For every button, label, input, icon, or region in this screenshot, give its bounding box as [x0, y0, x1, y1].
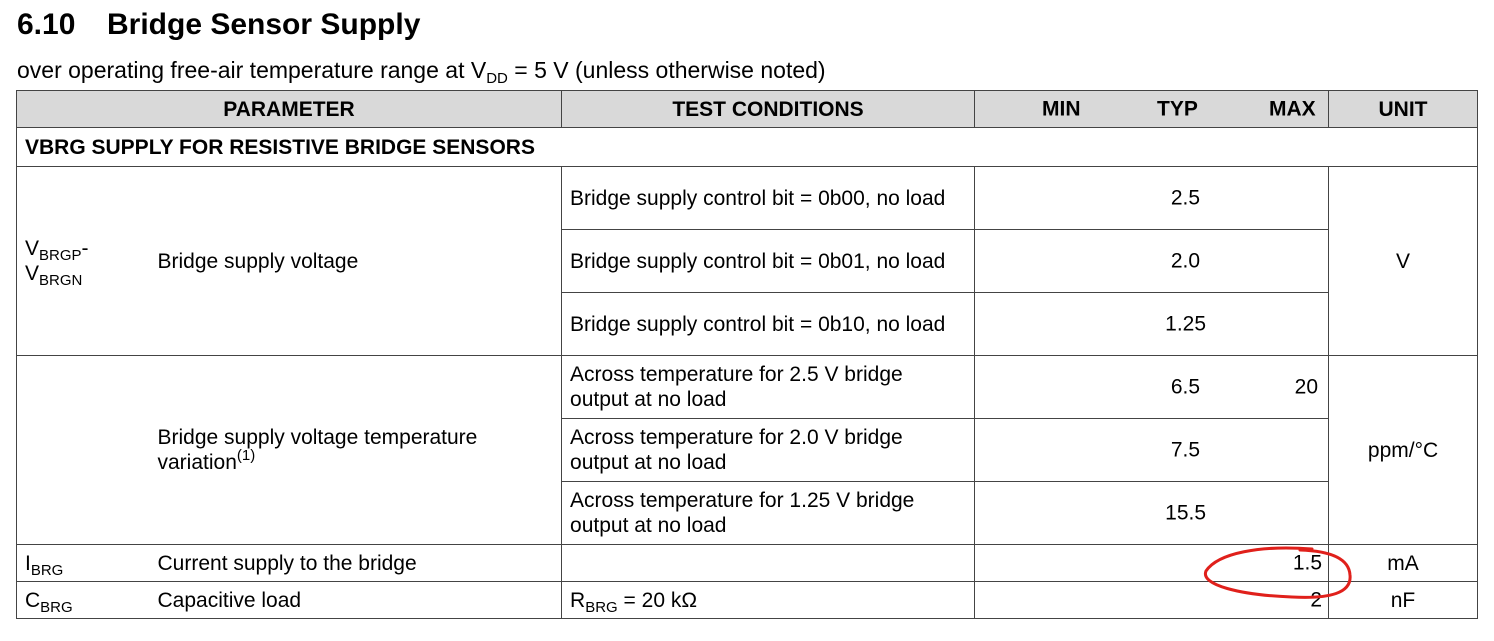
param-name	[150, 356, 562, 545]
sym-sub: BRGN	[39, 272, 83, 289]
test-condition	[562, 545, 975, 582]
typ-value: 2.5	[1170, 186, 1201, 210]
sym-sub: BRGP	[39, 247, 82, 264]
section-title-text: Bridge Sensor Supply	[107, 8, 421, 41]
note-suffix: = 5 V (unless otherwise noted)	[507, 57, 826, 83]
table-row	[17, 356, 1478, 419]
values-cell	[975, 167, 1329, 230]
max-value: 2	[1310, 588, 1323, 612]
sym-sub: BRG	[40, 598, 73, 616]
param-name: Current supply to the bridge	[150, 545, 562, 582]
unit-cell: nF	[1329, 582, 1478, 619]
test-condition: Across temperature for 1.25 V bridge output at no load	[562, 482, 975, 545]
sym-letter: C	[25, 588, 41, 612]
values-cell	[975, 356, 1329, 419]
param-name: Capacitive load	[150, 582, 562, 619]
table-row	[17, 167, 1478, 230]
test-condition	[562, 582, 975, 619]
typ-value: 2.0	[1170, 249, 1201, 273]
note-sub: DD	[486, 70, 508, 87]
param-name-text: Bridge supply voltage temperature variation	[157, 426, 478, 474]
values-cell	[975, 582, 1329, 619]
test-condition: Bridge supply control bit = 0b01, no load	[562, 230, 975, 293]
sym-letter: V	[25, 262, 40, 285]
cond-sub: BRG	[585, 598, 618, 616]
sym-dash: -	[81, 237, 89, 260]
symbol-vbrg	[17, 167, 150, 356]
header-row	[17, 91, 1478, 128]
typ-value: 15.5	[1165, 501, 1207, 525]
header-parameter: PARAMETER	[17, 91, 562, 128]
sym-sub: BRG	[30, 561, 64, 579]
max-value: 20	[1294, 375, 1319, 399]
section-row	[17, 128, 1478, 167]
header-unit: UNIT	[1329, 91, 1478, 128]
note-prefix: over operating free-air temperature range at V	[17, 57, 487, 83]
symbol-ibrg	[17, 545, 150, 582]
section-number: 6.10	[17, 8, 76, 41]
unit-cell: ppm/°C	[1329, 356, 1478, 545]
values-cell	[975, 293, 1329, 356]
symbol-cbrg	[17, 582, 150, 619]
sym-letter: V	[25, 237, 40, 260]
param-name: Bridge supply voltage	[150, 167, 562, 356]
test-condition: Bridge supply control bit = 0b00, no load	[562, 167, 975, 230]
section-title	[17, 8, 420, 42]
max-value: 1.5	[1292, 551, 1323, 575]
table-conditions-note	[17, 57, 826, 87]
typ-value: 6.5	[1170, 375, 1201, 399]
cond-letter: R	[570, 588, 586, 612]
section-heading: VBRG SUPPLY FOR RESISTIVE BRIDGE SENSORS	[17, 128, 1478, 167]
values-cell	[975, 230, 1329, 293]
unit-cell: V	[1329, 167, 1478, 356]
header-min: MIN	[1042, 97, 1081, 121]
values-cell	[975, 545, 1329, 582]
values-cell	[975, 482, 1329, 545]
table-row	[17, 545, 1478, 582]
sym-letter: I	[25, 551, 31, 575]
table-row	[17, 582, 1478, 619]
spec-table	[16, 90, 1478, 619]
test-condition: Across temperature for 2.5 V bridge output at no load	[562, 356, 975, 419]
values-cell	[975, 419, 1329, 482]
header-min-typ-max	[975, 91, 1329, 128]
footnote-ref: (1)	[236, 447, 256, 464]
typ-value: 7.5	[1170, 438, 1201, 462]
unit-cell: mA	[1329, 545, 1478, 582]
test-condition: Bridge supply control bit = 0b10, no load	[562, 293, 975, 356]
header-max: MAX	[1269, 97, 1316, 121]
symbol-empty	[17, 356, 150, 545]
cond-suffix: = 20 kΩ	[617, 588, 698, 612]
test-condition: Across temperature for 2.0 V bridge output at no load	[562, 419, 975, 482]
header-typ: TYP	[1157, 97, 1198, 121]
header-test-conditions: TEST CONDITIONS	[562, 91, 975, 128]
typ-value: 1.25	[1165, 312, 1207, 336]
